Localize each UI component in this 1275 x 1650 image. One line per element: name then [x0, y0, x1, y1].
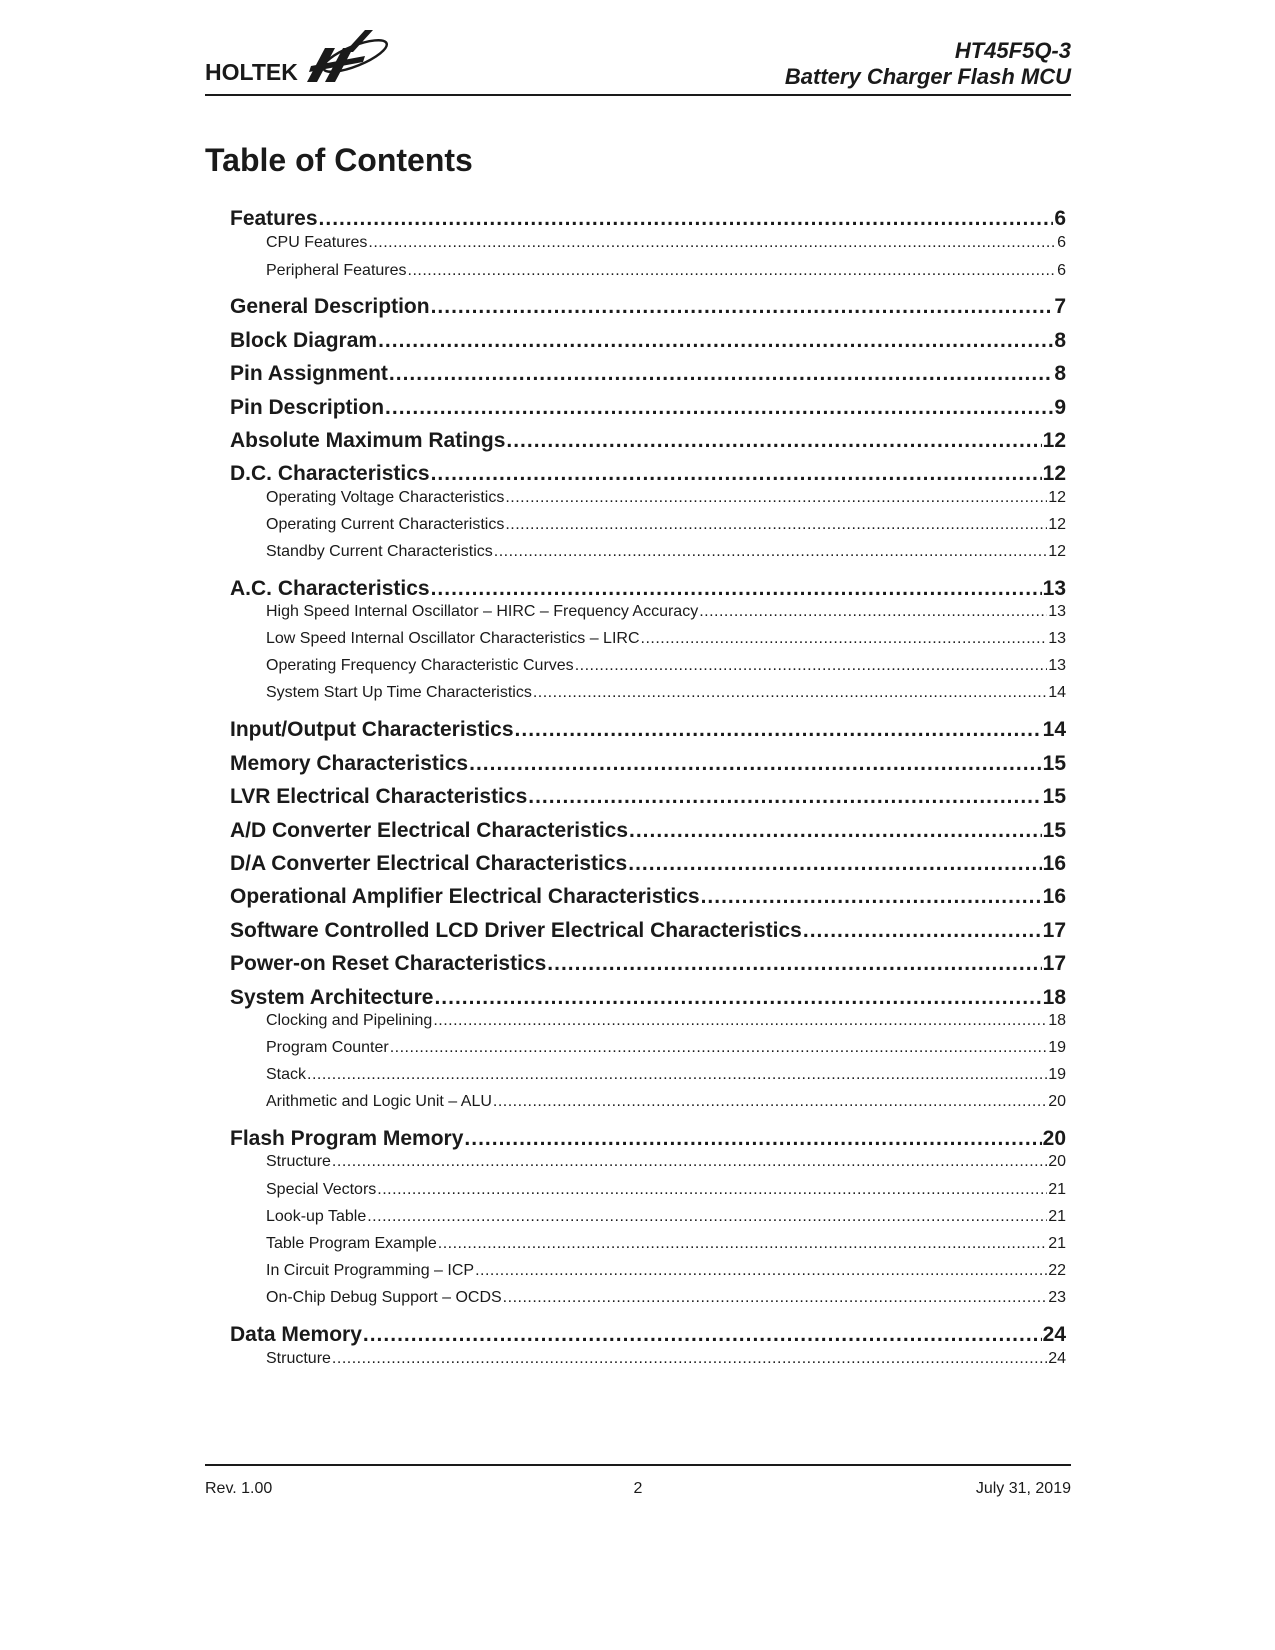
toc-subsection-entry[interactable] — [266, 602, 1066, 622]
toc-dot-leader — [493, 1092, 1047, 1112]
toc-entry-title: Data Memory — [230, 1323, 362, 1346]
toc-subsection-entry[interactable] — [266, 1234, 1066, 1254]
toc-dot-leader — [469, 751, 1042, 777]
toc-entry-title: High Speed Internal Oscillator – HIRC – Frequency Accuracy — [266, 603, 699, 620]
toc-entry-page: 21 — [1048, 1181, 1066, 1198]
toc-subsection-entry[interactable] — [266, 488, 1066, 508]
toc-entry-page: 19 — [1048, 1039, 1066, 1056]
toc-entry-page: 13 — [1048, 630, 1066, 647]
toc-dot-leader — [699, 602, 1047, 622]
toc-entry-title: Pin Assignment — [230, 362, 388, 385]
toc-entry-page: 15 — [1042, 785, 1066, 808]
toc-entry-page: 18 — [1048, 1012, 1066, 1029]
toc-entry-page: 24 — [1042, 1323, 1066, 1346]
toc-section-entry[interactable] — [230, 206, 1066, 232]
toc-subsection-entry[interactable] — [266, 1152, 1066, 1172]
toc-subsection-entry[interactable] — [266, 629, 1066, 649]
toc-section-entry[interactable] — [230, 884, 1066, 910]
toc-dot-leader — [547, 951, 1041, 977]
toc-section-entry[interactable] — [230, 851, 1066, 877]
toc-entry-page: 20 — [1048, 1093, 1066, 1110]
toc-dot-leader — [377, 1180, 1047, 1200]
toc-entry-page: 7 — [1054, 295, 1066, 318]
page-number: 2 — [633, 1480, 643, 1497]
toc-dot-leader — [390, 1038, 1047, 1058]
toc-entry-title: Operating Current Characteristics — [266, 516, 505, 533]
toc-section-entry[interactable] — [230, 717, 1066, 743]
toc-subsection-entry[interactable] — [266, 1288, 1066, 1308]
toc-section-entry[interactable] — [230, 395, 1066, 421]
toc-dot-leader — [464, 1126, 1041, 1152]
toc-entry-page: 17 — [1042, 952, 1066, 975]
toc-entry-page: 8 — [1054, 329, 1066, 352]
toc-entry-title: Flash Program Memory — [230, 1127, 464, 1150]
toc-entry-title: Table Program Example — [266, 1235, 437, 1252]
toc-dot-leader — [433, 1011, 1047, 1031]
toc-dot-leader — [378, 328, 1053, 354]
toc-section-entry[interactable] — [230, 328, 1066, 354]
toc-dot-leader — [503, 1288, 1048, 1308]
toc-section-entry[interactable] — [230, 361, 1066, 387]
toc-entry-page: 12 — [1048, 543, 1066, 560]
toc-entry-title: Program Counter — [266, 1039, 389, 1056]
toc-entry-title: Special Vectors — [266, 1181, 377, 1198]
toc-subsection-entry[interactable] — [266, 1011, 1066, 1031]
toc-dot-leader — [307, 1065, 1047, 1085]
toc-entry-page: 8 — [1054, 362, 1066, 385]
toc-subsection-entry[interactable] — [266, 1207, 1066, 1227]
toc-dot-leader — [515, 717, 1042, 743]
toc-section-entry[interactable] — [230, 1126, 1066, 1152]
toc-entry-title: System Start Up Time Characteristics — [266, 684, 532, 701]
toc-entry-page: 12 — [1042, 429, 1066, 452]
toc-entry-page: 16 — [1042, 885, 1066, 908]
toc-dot-leader — [494, 542, 1047, 562]
toc-entry-title: D.C. Characteristics — [230, 462, 430, 485]
toc-subsection-entry[interactable] — [266, 683, 1066, 703]
toc-dot-leader — [434, 985, 1041, 1011]
toc-section-entry[interactable] — [230, 294, 1066, 320]
toc-entry-title: CPU Features — [266, 234, 368, 251]
toc-entry-title: Structure — [266, 1153, 331, 1170]
toc-entry-page: 12 — [1048, 516, 1066, 533]
toc-entry-page: 12 — [1042, 462, 1066, 485]
toc-entry-title: In Circuit Programming – ICP — [266, 1262, 475, 1279]
toc-dot-leader — [332, 1152, 1047, 1172]
toc-section-entry[interactable] — [230, 751, 1066, 777]
toc-entry-title: Absolute Maximum Ratings — [230, 429, 506, 452]
toc-section-entry[interactable] — [230, 784, 1066, 810]
toc-entry-title: LVR Electrical Characteristics — [230, 785, 528, 808]
toc-subsection-entry[interactable] — [266, 1180, 1066, 1200]
toc-section-entry[interactable] — [230, 818, 1066, 844]
toc-subsection-entry[interactable] — [266, 1038, 1066, 1058]
toc-entry-title: A/D Converter Electrical Characteristics — [230, 819, 629, 842]
page-footer — [205, 1464, 1071, 1506]
toc-entry-page: 13 — [1048, 657, 1066, 674]
toc-dot-leader — [319, 206, 1054, 232]
toc-entry-title: Look-up Table — [266, 1208, 367, 1225]
toc-dot-leader — [431, 461, 1042, 487]
revision: Rev. 1.00 — [205, 1480, 273, 1497]
toc-entry-page: 15 — [1042, 752, 1066, 775]
release-date: July 31, 2019 — [975, 1480, 1071, 1497]
toc-entry-title: Pin Description — [230, 396, 385, 419]
toc-entry-title: Operational Amplifier Electrical Characteristics — [230, 885, 700, 908]
page-title: Table of Contents — [205, 142, 473, 178]
toc-entry-page: 24 — [1048, 1350, 1066, 1367]
toc-entry-page: 20 — [1042, 1127, 1066, 1150]
toc-entry-title: Standby Current Characteristics — [266, 543, 493, 560]
toc-dot-leader — [367, 1207, 1047, 1227]
toc-dot-leader — [528, 784, 1041, 810]
toc-section-entry[interactable] — [230, 918, 1066, 944]
toc-section-entry[interactable] — [230, 576, 1066, 602]
document-subtitle: Battery Charger Flash MCU — [784, 64, 1071, 89]
toc-subsection-entry[interactable] — [266, 1349, 1066, 1369]
toc-dot-leader — [385, 395, 1053, 421]
toc-subsection-entry[interactable] — [266, 261, 1066, 281]
holtek-logo — [205, 28, 405, 92]
toc-entry-title: Peripheral Features — [266, 262, 407, 279]
toc-entry-title: Operating Frequency Characteristic Curves — [266, 657, 574, 674]
toc-entry-title: Structure — [266, 1350, 331, 1367]
toc-dot-leader — [431, 576, 1042, 602]
toc-dot-leader — [431, 294, 1054, 320]
toc-entry-page: 23 — [1048, 1289, 1066, 1306]
toc-entry-title: Input/Output Characteristics — [230, 718, 514, 741]
toc-entry-page: 21 — [1048, 1208, 1066, 1225]
toc-entry-page: 13 — [1048, 603, 1066, 620]
toc-entry-title: Arithmetic and Logic Unit – ALU — [266, 1093, 492, 1110]
toc-entry-title: Memory Characteristics — [230, 752, 469, 775]
toc-dot-leader — [803, 918, 1042, 944]
toc-entry-page: 15 — [1042, 819, 1066, 842]
toc-entry-page: 20 — [1048, 1153, 1066, 1170]
toc-entry-page: 21 — [1048, 1235, 1066, 1252]
toc-entry-page: 6 — [1057, 234, 1066, 251]
toc-entry-title: Features — [230, 207, 318, 230]
toc-entry-page: 6 — [1054, 207, 1066, 230]
toc-entry-title: Stack — [266, 1066, 307, 1083]
toc-dot-leader — [408, 261, 1057, 281]
toc-dot-leader — [533, 683, 1047, 703]
toc-entry-page: 13 — [1042, 577, 1066, 600]
toc-entry-title: Operating Voltage Characteristics — [266, 489, 505, 506]
toc-dot-leader — [505, 515, 1047, 535]
toc-dot-leader — [332, 1349, 1047, 1369]
toc-entry-page: 9 — [1054, 396, 1066, 419]
toc-dot-leader — [438, 1234, 1047, 1254]
toc-section-entry[interactable] — [230, 951, 1066, 977]
toc-entry-title: Power-on Reset Characteristics — [230, 952, 547, 975]
toc-dot-leader — [629, 818, 1042, 844]
toc-entry-page: 22 — [1048, 1262, 1066, 1279]
toc-entry-page: 18 — [1042, 986, 1066, 1009]
toc-dot-leader — [506, 428, 1041, 454]
toc-entry-page: 12 — [1048, 489, 1066, 506]
logo-wordmark: HOLTEK — [205, 59, 298, 85]
toc-section-entry[interactable] — [230, 461, 1066, 487]
toc-dot-leader — [641, 629, 1048, 649]
toc-dot-leader — [628, 851, 1041, 877]
toc-entry-page: 6 — [1057, 262, 1066, 279]
logo-mark-icon — [307, 30, 373, 82]
toc-entry-title: General Description — [230, 295, 430, 318]
toc-dot-leader — [701, 884, 1042, 910]
toc-section-entry[interactable] — [230, 1322, 1066, 1348]
page-header — [205, 28, 1071, 96]
toc-dot-leader — [368, 233, 1056, 253]
toc-entry-page: 16 — [1042, 852, 1066, 875]
toc-dot-leader — [575, 656, 1048, 676]
toc-entry-page: 19 — [1048, 1066, 1066, 1083]
toc-entry-title: On-Chip Debug Support – OCDS — [266, 1289, 502, 1306]
toc-dot-leader — [363, 1322, 1042, 1348]
toc-subsection-entry[interactable] — [266, 656, 1066, 676]
toc-dot-leader — [475, 1261, 1047, 1281]
toc-entry-title: Clocking and Pipelining — [266, 1012, 433, 1029]
toc-entry-page: 14 — [1048, 684, 1066, 701]
toc-entry-title: A.C. Characteristics — [230, 577, 430, 600]
toc-subsection-entry[interactable] — [266, 1092, 1066, 1112]
toc-subsection-entry[interactable] — [266, 1065, 1066, 1085]
toc-section-entry[interactable] — [230, 428, 1066, 454]
toc-dot-leader — [505, 488, 1047, 508]
toc-subsection-entry[interactable] — [266, 515, 1066, 535]
toc-subsection-entry[interactable] — [266, 1261, 1066, 1281]
toc-entry-page: 14 — [1042, 718, 1066, 741]
toc-dot-leader — [389, 361, 1053, 387]
toc-entry-title: Low Speed Internal Oscillator Characteristics – LIRC — [266, 630, 640, 647]
toc-entry-title: D/A Converter Electrical Characteristics — [230, 852, 628, 875]
header-title-block — [785, 38, 1071, 90]
toc-entry-page: 17 — [1042, 919, 1066, 942]
toc-entry-title: Software Controlled LCD Driver Electrical Characteristics — [230, 919, 802, 942]
toc-subsection-entry[interactable] — [266, 542, 1066, 562]
toc-entry-title: System Architecture — [230, 986, 434, 1009]
part-number: HT45F5Q-3 — [954, 38, 1071, 63]
toc-entry-title: Block Diagram — [230, 329, 378, 352]
toc-subsection-entry[interactable] — [266, 233, 1066, 253]
toc-section-entry[interactable] — [230, 985, 1066, 1011]
